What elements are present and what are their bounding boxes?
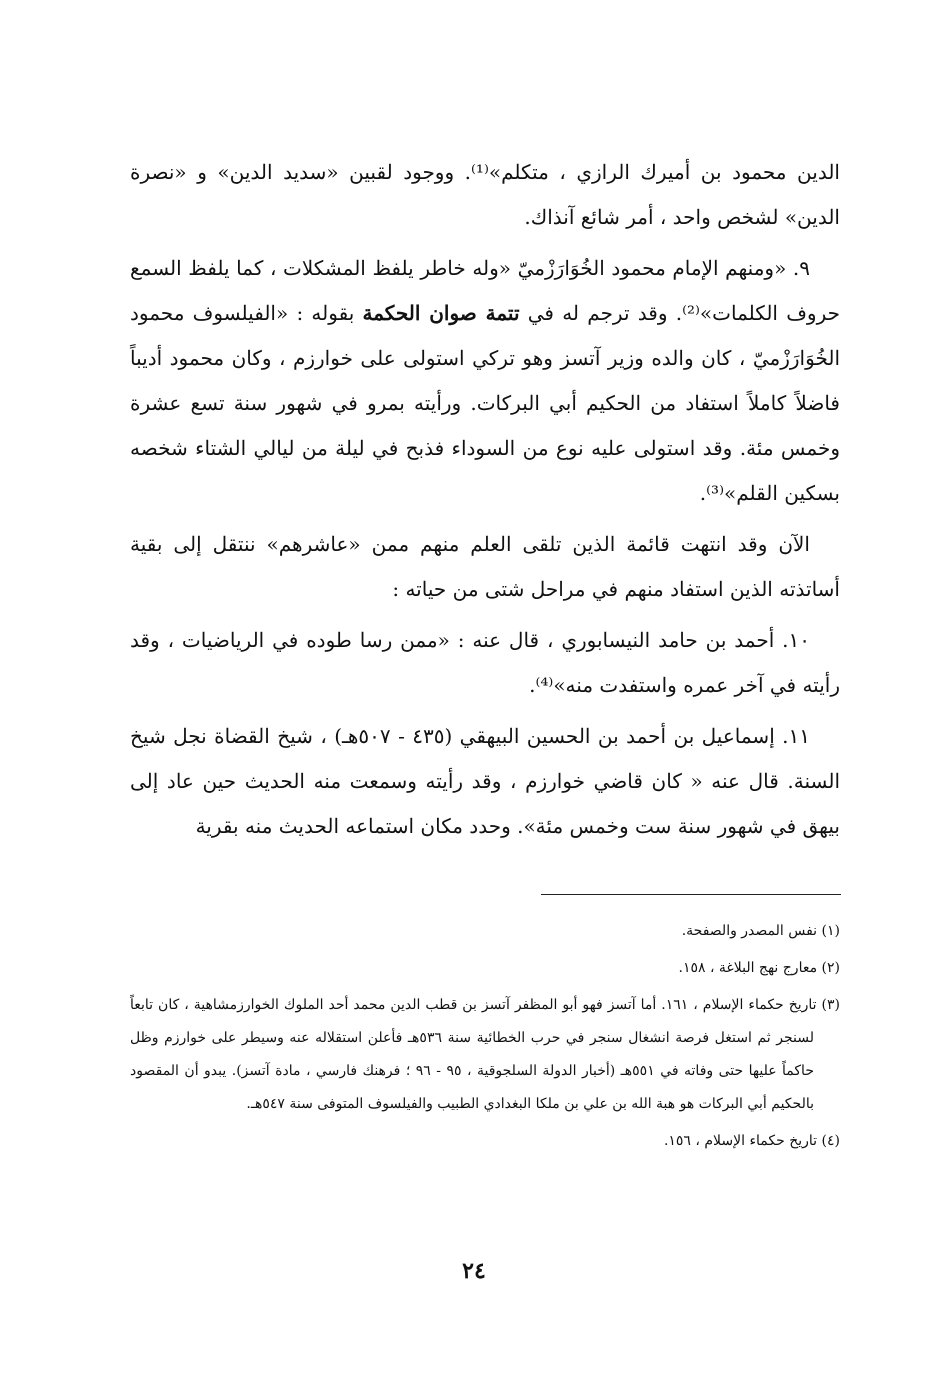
footnote-4: (٤) تاريخ حكماء الإسلام ، ١٥٦.: [663, 1133, 840, 1149]
paragraph-3: الآن وقد انتهت قائمة الذين تلقى العلم منهم ممن «عاشرهم» ننتقل إلى بقية أساتذته الذين استفاد منهم في مراحل شتى من حياته :: [130, 532, 840, 601]
page-number: ٢٤: [462, 1258, 486, 1284]
footnotes: [130, 915, 840, 1162]
book-title: تتمة صوان الحكمة: [362, 301, 520, 325]
main-text: [130, 150, 840, 855]
footnote-divider: [541, 894, 841, 895]
paragraph-2: [130, 246, 840, 516]
footnote-2: (٢) معارج نهج البلاغة ، ١٥٨.: [678, 960, 840, 976]
paragraph-2-text: ٩. «ومنهم الإمام محمود الخُوَارَزْميّ «وله خاطر يلفظ المشكلات ، كما يلفظ السمع حروف الكلمات»⁽²⁾. وقد ترجم له في: [130, 256, 840, 325]
paragraph-5: ١١. إسماعيل بن أحمد بن الحسين البيهقي (٤٣٥ - ٥٠٧هـ) ، شيخ القضاة نجل شيخ السنة. قال عنه « كان قاضي خوارزم ، وقد رأيته وسمعت منه الحديث حين عاد إلى بيهق في شهور سنة ست وخمس مئة». وحدد مكان استماعه الحديث منه بقرية: [130, 724, 840, 838]
footnote-1: (١) نفس المصدر والصفحة.: [681, 923, 840, 939]
paragraph-4: ١٠. أحمد بن حامد النيسابوري ، قال عنه : «ممن رسا طوده في الرياضيات ، وقد رأيته في آخر عمره واستفدت منه»⁽⁴⁾.: [130, 628, 840, 697]
paragraph-1: الدين محمود بن أميرك الرازي ، متكلم»⁽¹⁾. ووجود لقبين «سديد الدين» و «نصرة الدين» لشخص واحد ، أمر شائع آنذاك.: [130, 160, 840, 229]
paragraph-2-continued: بقوله : «الفيلسوف محمود الخُوَارَزْميّ ، كان والده وزير آتسز وهو تركي استولى على خوارزم ، وكان محمود أديباً فاضلاً كاملاً استفاد من الحكيم أبي البركات. ورأيته بمرو في شهور سنة تسع عشرة وخمس مئة. وقد استولى عليه نوع من السوداء فذبح في ليلة من ليالي الشتاء شخصه بسكين القلم»⁽³⁾.: [130, 301, 840, 505]
footnote-3: (٣) تاريخ حكماء الإسلام ، ١٦١. أما آتسز فهو أبو المظفر آتسز بن قطب الدين محمد أحد الملوك الخوارزمشاهية ، كان تابعاً لسنجر ثم استغل فرصة انشغال سنجر في حرب الخطائية سنة ٥٣٦هـ فأعلن استقلاله عنه وسيطر على خوارزم وظل حاكماً عليها حتى وفاته في ٥٥١هـ (أخبار الدولة السلجوقية ، ٩٥ - ٩٦ ؛ فرهنك فارسي ، مادة آتسز). يبدو أن المقصود بالحكيم أبي البركات هو هبة الله بن علي بن ملكا البغدادي الطبيب والفيلسوف المتوفى سنة ٥٤٧هـ.: [130, 997, 840, 1112]
